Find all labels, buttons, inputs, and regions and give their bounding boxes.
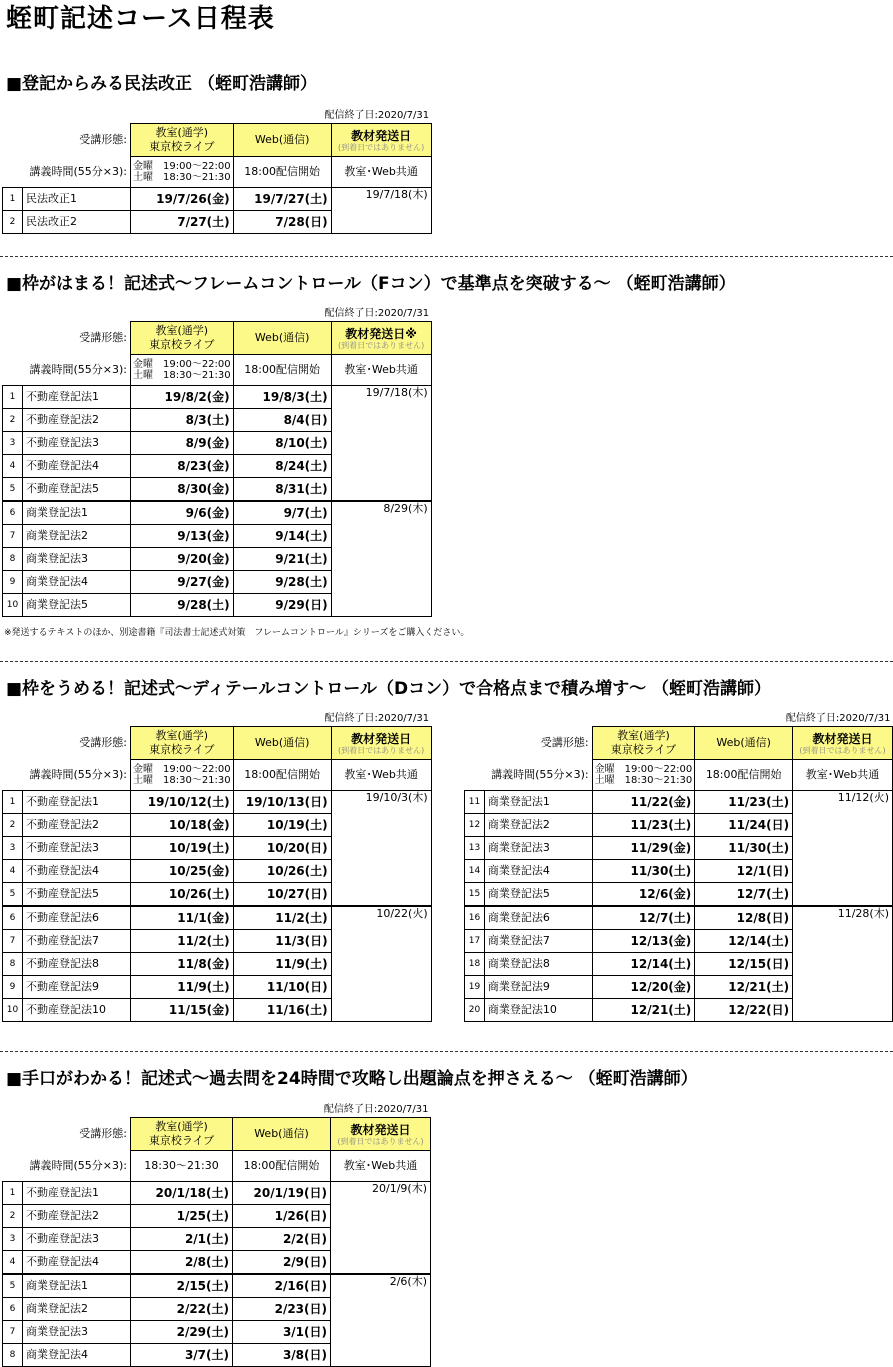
row-number: 18 — [465, 953, 485, 976]
table-row — [3, 188, 432, 211]
common-label: 教室･Web共通 — [793, 760, 893, 791]
spacer — [131, 307, 234, 322]
classroom-date: 11/15(金) — [131, 999, 234, 1022]
times-sat: 土曜 18:30～21:30 — [133, 775, 231, 786]
header-web: Web(通信) — [233, 124, 331, 157]
attendance-label: 受講形態: — [79, 133, 127, 146]
table-row — [465, 791, 893, 814]
classroom-date: 9/6(金) — [131, 501, 234, 525]
attendance-label: 受講形態: — [79, 1127, 127, 1140]
classroom-date: 11/2(土) — [131, 930, 234, 953]
web-start: 18:00配信開始 — [233, 355, 331, 386]
header-classroom-line2: 東京校ライブ — [149, 140, 215, 153]
ship-date: 8/29(木) — [331, 501, 431, 617]
lecture-name: 不動産登記法5 — [23, 883, 131, 907]
web-date: 9/7(土) — [233, 501, 331, 525]
lecture-time-label — [465, 760, 593, 791]
lecture-name: 商業登記法2 — [23, 1298, 131, 1321]
header-ship-sub: (到着日ではありません) — [338, 142, 425, 152]
attendance-label: 受講形態: — [540, 736, 589, 749]
attendance-label: 受講形態: — [79, 331, 127, 344]
divider — [0, 256, 893, 257]
web-date: 12/14(土) — [695, 930, 793, 953]
lecture-name: 不動産登記法1 — [23, 386, 131, 409]
spacer — [3, 109, 23, 124]
classroom-date: 12/14(土) — [592, 953, 695, 976]
times-fri: 金曜 19:00～22:00 — [594, 764, 693, 775]
row-number: 6 — [3, 501, 23, 525]
row-number: 12 — [465, 814, 485, 837]
lecture-name: 商業登記法6 — [484, 906, 592, 930]
lecture-name: 不動産登記法1 — [23, 791, 131, 814]
row-number: 2 — [3, 1205, 23, 1228]
header-ship-label: 教材発送日 — [351, 128, 412, 143]
classroom-date: 11/29(金) — [592, 837, 695, 860]
web-date: 11/23(土) — [695, 791, 793, 814]
web-date: 7/28(日) — [233, 211, 331, 234]
web-date: 19/8/3(土) — [233, 386, 331, 409]
spacer — [131, 1103, 233, 1118]
header-ship — [331, 124, 431, 157]
header-web: Web(通信) — [233, 322, 331, 355]
classroom-date: 19/8/2(金) — [131, 386, 234, 409]
page-title: 蛭町記述コース日程表 — [6, 4, 275, 34]
web-date: 11/24(日) — [695, 814, 793, 837]
delivery-end-date: 配信終了日:2020/7/31 — [323, 1104, 429, 1115]
table-row — [3, 906, 432, 930]
row-number: 16 — [465, 906, 485, 930]
ship-date: 19/10/3(木) — [331, 791, 431, 907]
table-row — [465, 906, 893, 930]
header-classroom-line2: 東京校ライブ — [149, 338, 215, 351]
lecture-name: 不動産登記法3 — [23, 432, 131, 455]
web-date: 19/10/13(日) — [233, 791, 331, 814]
header-ship-sub: (到着日ではありません) — [338, 745, 425, 755]
classroom-date: 12/6(金) — [592, 883, 695, 907]
times-sat: 土曜 18:30～21:30 — [133, 172, 231, 183]
row-number: 17 — [465, 930, 485, 953]
lecture-time-text: 講義時間 — [29, 362, 74, 376]
spacer — [484, 712, 592, 727]
section-title-1: ■登記からみる民法改正 （蛭町浩講師） — [6, 74, 317, 94]
attendance-label: 受講形態: — [79, 736, 127, 749]
classroom-date: 19/7/26(金) — [131, 188, 234, 211]
row-number: 8 — [3, 1344, 23, 1367]
header-classroom-line2: 東京校ライブ — [149, 743, 215, 756]
schedule-grid — [2, 1103, 431, 1367]
section-title-4: ■手口がわかる！記述式～過去問を24時間で攻略し出題論点を押さえる～ （蛭町浩講師） — [6, 1069, 698, 1089]
row-number: 4 — [3, 860, 23, 883]
lecture-name: 不動産登記法8 — [23, 953, 131, 976]
header-classroom — [131, 1118, 233, 1151]
common-label: 教室･Web共通 — [331, 1151, 431, 1182]
delivery-end-date: 配信終了日:2020/7/31 — [785, 713, 891, 724]
web-date: 2/9(日) — [233, 1251, 331, 1275]
table-row — [3, 1274, 431, 1298]
web-date: 12/21(土) — [695, 976, 793, 999]
lecture-time-label — [3, 157, 131, 188]
lecture-name: 不動産登記法1 — [23, 1182, 131, 1205]
header-classroom — [131, 322, 234, 355]
lecture-name: 商業登記法3 — [23, 548, 131, 571]
web-date: 12/22(日) — [695, 999, 793, 1022]
spacer — [3, 712, 23, 727]
row-number: 1 — [3, 386, 23, 409]
header-classroom-line2: 東京校ライブ — [148, 1134, 215, 1147]
row-number: 14 — [465, 860, 485, 883]
schedule-grid — [2, 109, 432, 234]
delivery-end-date: 配信終了日:2020/7/31 — [324, 110, 430, 121]
spacer — [23, 1103, 131, 1118]
lecture-time-text: 講義時間 — [29, 164, 74, 178]
header-ship-sub: (到着日ではありません) — [799, 745, 886, 755]
row-number: 10 — [3, 999, 23, 1022]
row-number: 7 — [3, 930, 23, 953]
classroom-date: 2/15(土) — [131, 1274, 233, 1298]
lecture-name: 商業登記法4 — [23, 571, 131, 594]
header-ship — [331, 727, 431, 760]
ship-date: 19/7/18(木) — [331, 386, 431, 502]
ship-date: 11/12(火) — [793, 791, 893, 907]
lecture-times — [131, 760, 234, 791]
classroom-date: 11/8(金) — [131, 953, 234, 976]
schedule-grid — [464, 712, 893, 1022]
web-date: 3/8(日) — [233, 1344, 331, 1367]
lecture-name: 不動産登記法4 — [23, 455, 131, 478]
divider — [0, 661, 893, 662]
web-date: 9/29(日) — [233, 594, 331, 617]
row-number: 3 — [3, 837, 23, 860]
spacer — [3, 307, 23, 322]
row-number: 19 — [465, 976, 485, 999]
table-row — [3, 501, 432, 525]
header-classroom-line1: 教室(通学) — [155, 126, 209, 139]
header-ship — [331, 1118, 431, 1151]
ship-date: 10/22(火) — [331, 906, 431, 1022]
row-number: 7 — [3, 1321, 23, 1344]
row-number: 8 — [3, 548, 23, 571]
lecture-name: 不動産登記法2 — [23, 1205, 131, 1228]
row-number: 1 — [3, 791, 23, 814]
times-sat: 土曜 18:30～21:30 — [133, 370, 231, 381]
classroom-date: 8/23(金) — [131, 455, 234, 478]
web-date: 10/26(土) — [233, 860, 331, 883]
lecture-name: 民法改正1 — [23, 188, 131, 211]
lecture-name: 商業登記法3 — [484, 837, 592, 860]
classroom-date: 12/20(金) — [592, 976, 695, 999]
table-row — [3, 791, 432, 814]
spacer — [131, 712, 234, 727]
classroom-date: 9/13(金) — [131, 525, 234, 548]
spacer — [23, 712, 131, 727]
delivery-end-date: 配信終了日:2020/7/31 — [324, 308, 430, 319]
classroom-date: 19/10/12(土) — [131, 791, 234, 814]
header-web: Web(通信) — [695, 727, 793, 760]
lecture-times — [592, 760, 695, 791]
classroom-date: 2/29(土) — [131, 1321, 233, 1344]
header-ship-sub: (到着日ではありません) — [337, 1136, 424, 1146]
row-number: 20 — [465, 999, 485, 1022]
header-classroom-line1: 教室(通学) — [155, 324, 209, 337]
lecture-name: 不動産登記法4 — [23, 1251, 131, 1275]
ship-date: 19/7/18(木) — [331, 188, 431, 234]
classroom-date: 10/19(土) — [131, 837, 234, 860]
times-fri: 金曜 19:00～22:00 — [133, 359, 231, 370]
web-date: 9/28(土) — [233, 571, 331, 594]
row-number: 5 — [3, 478, 23, 502]
lecture-name: 商業登記法7 — [484, 930, 592, 953]
common-label: 教室･Web共通 — [331, 760, 431, 791]
footnote: ※発送するテキストのほか、別途書籍『司法書士記述式対策 フレームコントロール』シリーズをご購入ください。 — [4, 628, 470, 638]
lecture-name: 商業登記法4 — [23, 1344, 131, 1367]
classroom-date: 11/1(金) — [131, 906, 234, 930]
spacer — [23, 109, 131, 124]
spacer — [3, 1103, 23, 1118]
header-ship-label: 教材発送日 — [812, 731, 873, 746]
lecture-name: 商業登記法1 — [484, 791, 592, 814]
section-title-2: ■枠がはまる！記述式～フレームコントロール（Fコン）で基準点を突破する～ （蛭町浩講師） — [6, 274, 736, 294]
lecture-name: 不動産登記法3 — [23, 1228, 131, 1251]
web-date: 3/1(日) — [233, 1321, 331, 1344]
delivery-end-date: 配信終了日:2020/7/31 — [324, 713, 430, 724]
row-number: 5 — [3, 883, 23, 907]
classroom-date: 8/3(土) — [131, 409, 234, 432]
web-date: 8/31(土) — [233, 478, 331, 502]
common-label: 教室･Web共通 — [331, 355, 431, 386]
spacer — [131, 109, 234, 124]
row-number: 9 — [3, 571, 23, 594]
lecture-name: 商業登記法8 — [484, 953, 592, 976]
classroom-date: 2/1(土) — [131, 1228, 233, 1251]
web-start: 18:00配信開始 — [695, 760, 793, 791]
lecture-name: 不動産登記法4 — [23, 860, 131, 883]
web-date: 9/14(土) — [233, 525, 331, 548]
row-number: 3 — [3, 1228, 23, 1251]
schedule-grid — [2, 307, 432, 617]
row-number: 6 — [3, 1298, 23, 1321]
classroom-date: 3/7(土) — [131, 1344, 233, 1367]
lecture-time-sub: (55分×3): — [73, 767, 127, 781]
row-number: 6 — [3, 906, 23, 930]
lecture-name: 不動産登記法10 — [23, 999, 131, 1022]
row-number: 8 — [3, 953, 23, 976]
lecture-name: 不動産登記法2 — [23, 814, 131, 837]
classroom-date: 1/25(土) — [131, 1205, 233, 1228]
web-date: 11/9(土) — [233, 953, 331, 976]
lecture-name: 商業登記法2 — [484, 814, 592, 837]
header-classroom-line1: 教室(通学) — [155, 1120, 208, 1133]
lecture-name: 不動産登記法5 — [23, 478, 131, 502]
spacer — [23, 307, 131, 322]
row-number: 10 — [3, 594, 23, 617]
spacer — [465, 712, 485, 727]
lecture-name: 不動産登記法3 — [23, 837, 131, 860]
lecture-name: 商業登記法2 — [23, 525, 131, 548]
classroom-date: 11/30(土) — [592, 860, 695, 883]
table-row — [3, 1182, 431, 1205]
lecture-name: 不動産登記法6 — [23, 906, 131, 930]
classroom-date: 11/22(金) — [592, 791, 695, 814]
web-date: 11/3(日) — [233, 930, 331, 953]
web-date: 8/24(土) — [233, 455, 331, 478]
classroom-date: 20/1/18(土) — [131, 1182, 233, 1205]
lecture-name: 商業登記法9 — [484, 976, 592, 999]
row-number: 1 — [3, 188, 23, 211]
row-number: 7 — [3, 525, 23, 548]
web-date: 10/27(日) — [233, 883, 331, 907]
row-number: 2 — [3, 409, 23, 432]
common-label: 教室･Web共通 — [331, 157, 431, 188]
header-ship-label: 教材発送日 — [350, 1122, 411, 1137]
section-title-3: ■枠をうめる！記述式～ディテールコントロール（Dコン）で合格点まで積み増す～ （蛭町浩講師） — [6, 679, 772, 699]
web-date: 11/10(日) — [233, 976, 331, 999]
lecture-name: 商業登記法1 — [23, 1274, 131, 1298]
ship-date: 20/1/9(木) — [331, 1182, 431, 1275]
web-date: 12/1(日) — [695, 860, 793, 883]
web-date: 12/8(日) — [695, 906, 793, 930]
lecture-name: 不動産登記法2 — [23, 409, 131, 432]
lecture-time-sub: (55分×3): — [73, 164, 127, 178]
lecture-name: 商業登記法3 — [23, 1321, 131, 1344]
web-date: 2/2(日) — [233, 1228, 331, 1251]
lecture-times: 18:30～21:30 — [131, 1151, 233, 1182]
header-ship — [793, 727, 893, 760]
lecture-name: 商業登記法5 — [23, 594, 131, 617]
ship-date: 11/28(木) — [793, 906, 893, 1022]
classroom-date: 11/9(土) — [131, 976, 234, 999]
web-date: 2/16(日) — [233, 1274, 331, 1298]
web-start: 18:00配信開始 — [233, 157, 331, 188]
web-date: 10/19(土) — [233, 814, 331, 837]
lecture-time-text: 講義時間 — [491, 767, 536, 781]
header-ship-label: 教材発送日 — [351, 731, 412, 746]
web-date: 8/4(日) — [233, 409, 331, 432]
lecture-time-sub: (55分×3): — [73, 362, 127, 376]
web-date: 11/2(土) — [233, 906, 331, 930]
web-start: 18:00配信開始 — [233, 1151, 331, 1182]
web-date: 10/20(日) — [233, 837, 331, 860]
classroom-date: 9/20(金) — [131, 548, 234, 571]
lecture-time-text: 講義時間 — [29, 767, 74, 781]
row-number: 15 — [465, 883, 485, 907]
schedule-grid — [2, 712, 432, 1022]
row-number: 2 — [3, 814, 23, 837]
web-date: 20/1/19(日) — [233, 1182, 331, 1205]
ship-date: 2/6(木) — [331, 1274, 431, 1367]
web-date: 9/21(土) — [233, 548, 331, 571]
web-date: 12/7(土) — [695, 883, 793, 907]
times-sat: 土曜 18:30～21:30 — [594, 775, 693, 786]
classroom-date: 10/25(金) — [131, 860, 234, 883]
table-row — [3, 386, 432, 409]
lecture-name: 不動産登記法9 — [23, 976, 131, 999]
classroom-date: 12/13(金) — [592, 930, 695, 953]
row-number: 5 — [3, 1274, 23, 1298]
lecture-time-label — [3, 355, 131, 386]
web-date: 2/23(日) — [233, 1298, 331, 1321]
divider — [0, 1051, 893, 1052]
header-classroom-line2: 東京校ライブ — [610, 743, 677, 756]
classroom-date: 12/7(土) — [592, 906, 695, 930]
header-classroom-line1: 教室(通学) — [617, 729, 670, 742]
web-date: 11/30(土) — [695, 837, 793, 860]
lecture-time-label — [3, 760, 131, 791]
header-ship — [331, 322, 431, 355]
lecture-name: 商業登記法10 — [484, 999, 592, 1022]
row-number: 4 — [3, 1251, 23, 1275]
row-number: 1 — [3, 1182, 23, 1205]
classroom-date: 9/28(土) — [131, 594, 234, 617]
lecture-name: 商業登記法1 — [23, 501, 131, 525]
header-ship-sub: (到着日ではありません) — [338, 340, 425, 350]
web-date: 1/26(日) — [233, 1205, 331, 1228]
header-classroom — [592, 727, 695, 760]
lecture-name: 商業登記法4 — [484, 860, 592, 883]
classroom-date: 2/8(土) — [131, 1251, 233, 1275]
lecture-name: 商業登記法5 — [484, 883, 592, 907]
classroom-date: 9/27(金) — [131, 571, 234, 594]
classroom-date: 2/22(土) — [131, 1298, 233, 1321]
classroom-date: 12/21(土) — [592, 999, 695, 1022]
classroom-date: 10/18(金) — [131, 814, 234, 837]
row-number: 4 — [3, 455, 23, 478]
lecture-time-sub: (55分×3): — [535, 767, 589, 781]
lecture-times — [131, 157, 234, 188]
row-number: 9 — [3, 976, 23, 999]
header-web: Web(通信) — [233, 1118, 331, 1151]
row-number: 11 — [465, 791, 485, 814]
header-web: Web(通信) — [233, 727, 331, 760]
lecture-name: 民法改正2 — [23, 211, 131, 234]
header-classroom-line1: 教室(通学) — [155, 729, 209, 742]
spacer — [592, 712, 695, 727]
classroom-date: 8/9(金) — [131, 432, 234, 455]
times-fri: 金曜 19:00～22:00 — [133, 764, 231, 775]
web-date: 11/16(土) — [233, 999, 331, 1022]
lecture-name: 不動産登記法7 — [23, 930, 131, 953]
header-classroom — [131, 124, 234, 157]
lecture-time-sub: (55分×3): — [73, 1158, 127, 1172]
web-date: 19/7/27(土) — [233, 188, 331, 211]
classroom-date: 7/27(土) — [131, 211, 234, 234]
row-number: 13 — [465, 837, 485, 860]
lecture-times — [131, 355, 234, 386]
header-ship-label: 教材発送日※ — [345, 326, 417, 341]
web-date: 8/10(土) — [233, 432, 331, 455]
lecture-time-text: 講義時間 — [29, 1158, 74, 1172]
classroom-date: 10/26(土) — [131, 883, 234, 907]
classroom-date: 11/23(土) — [592, 814, 695, 837]
classroom-date: 8/30(金) — [131, 478, 234, 502]
row-number: 2 — [3, 211, 23, 234]
web-date: 12/15(日) — [695, 953, 793, 976]
lecture-time-label — [3, 1151, 131, 1182]
times-fri: 金曜 19:00～22:00 — [133, 161, 231, 172]
row-number: 3 — [3, 432, 23, 455]
web-start: 18:00配信開始 — [233, 760, 331, 791]
header-classroom — [131, 727, 234, 760]
